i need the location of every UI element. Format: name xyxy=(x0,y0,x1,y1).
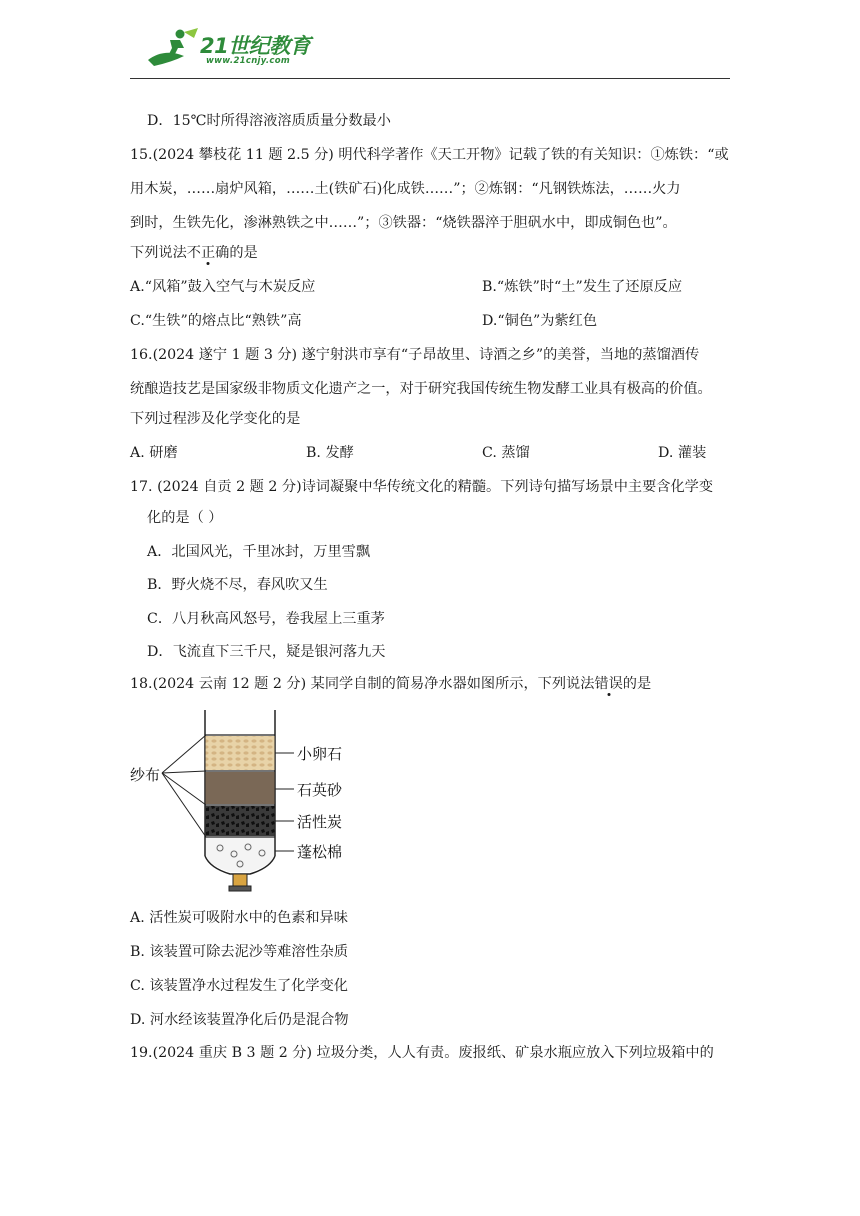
q16-option-a: A. 研磨 xyxy=(130,445,178,461)
q16-option-c: C. 蒸馏 xyxy=(482,445,530,461)
q17-stem-line1: 17. (2024 自贡 2 题 2 分)诗词凝聚中华传统文化的精髓。下列诗句描写场景中主要含化学变 xyxy=(130,479,714,495)
label-quartz-sand: 石英砂 xyxy=(297,781,343,799)
q18-option-c: C. 该装置净水过程发生了化学变化 xyxy=(130,978,348,994)
q15-option-b: B.“炼铁”时“土”发生了还原反应 xyxy=(482,279,683,295)
label-gauze: 纱布 xyxy=(130,766,161,784)
q16-option-b: B. 发酵 xyxy=(306,445,354,461)
q17-option-c: C．八月秋高风怒号，卷我屋上三重茅 xyxy=(147,611,385,627)
q15-stem-suffix: 的是 xyxy=(229,245,258,261)
q16-stem-line2: 统酿造技艺是国家级非物质文化遗产之一，对于研究我国传统生物发酵工业具有极高的价值。 xyxy=(130,381,712,397)
q14-option-d: D．15℃时所得溶液溶质质量分数最小 xyxy=(147,113,391,129)
q16-stem-line1: 16.(2024 遂宁 1 题 3 分) 遂宁射洪市享有“子昂故里、诗酒之乡”的美誉，当地的蒸馏酒传 xyxy=(130,347,700,363)
water-filter-drawing xyxy=(130,708,370,898)
q16-stem-line3: 下列过程涉及化学变化的是 xyxy=(130,411,301,427)
logo-brand-text: 21世纪教育 xyxy=(200,34,311,58)
site-logo xyxy=(144,26,344,70)
q17-option-d: D．飞流直下三千尺，疑是银河落九天 xyxy=(147,644,386,660)
q18-stem-line1 xyxy=(130,674,651,694)
q18-emphasis: 错误 xyxy=(594,676,623,692)
q19-stem-line1: 19.(2024 重庆 B 3 题 2 分) 垃圾分类，人人有责。废报纸、矿泉水瓶应放入下列垃圾箱中的 xyxy=(130,1045,714,1061)
q16-option-d: D. 灌装 xyxy=(658,445,707,461)
q15-option-a: A.“风箱”鼓入空气与木炭反应 xyxy=(130,279,316,295)
q17-stem-line2: 化的是（ ） xyxy=(147,510,223,526)
q15-stem-line2: 用木炭，……扇炉风箱，……土(铁矿石)化成铁……”；②炼钢：“凡钢铁炼法，……火力 xyxy=(130,181,681,197)
logo-url-text: www.21cnjy.com xyxy=(206,56,290,66)
q18-option-a: A. 活性炭可吸附水中的色素和异味 xyxy=(130,910,348,926)
q15-option-d: D.“铜色”为紫红色 xyxy=(482,313,598,329)
q15-option-c: C.“生铁”的熔点比“熟铁”高 xyxy=(130,313,302,329)
q15-stem-line4 xyxy=(130,243,258,263)
header-divider xyxy=(130,78,730,79)
q18-option-d: D. 河水经该装置净化后仍是混合物 xyxy=(130,1012,349,1028)
q15-emphasis: 不正确 xyxy=(186,245,230,261)
water-filter-diagram xyxy=(130,708,370,898)
q15-stem-prefix: 下列说法 xyxy=(130,245,187,261)
q17-option-a: A．北国风光，千里冰封，万里雪飘 xyxy=(147,544,371,560)
label-cotton: 蓬松棉 xyxy=(297,843,343,861)
label-pebble: 小卵石 xyxy=(297,745,343,763)
q18-stem-suffix: 的是 xyxy=(622,676,652,692)
q15-stem-line1: 15.(2024 攀枝花 11 题 2.5 分) 明代科学著作《天工开物》记载了铁的有关知识：①炼铁：“或 xyxy=(130,147,729,163)
q15-stem-line3: 到时，生铁先化，渗淋熟铁之中……”；③铁器：“烧铁器淬于胆矾水中，即成铜色也”。 xyxy=(130,215,677,231)
runner-icon xyxy=(144,26,200,70)
q18-option-b: B. 该装置可除去泥沙等难溶性杂质 xyxy=(130,944,349,960)
q17-option-b: B．野火烧不尽，春风吹又生 xyxy=(147,577,328,593)
page-header xyxy=(130,22,730,80)
q18-stem-prefix: 18.(2024 云南 12 题 2 分) 某同学自制的简易净水器如图所示，下列说法 xyxy=(130,676,595,692)
label-activated-carbon: 活性炭 xyxy=(297,813,343,831)
